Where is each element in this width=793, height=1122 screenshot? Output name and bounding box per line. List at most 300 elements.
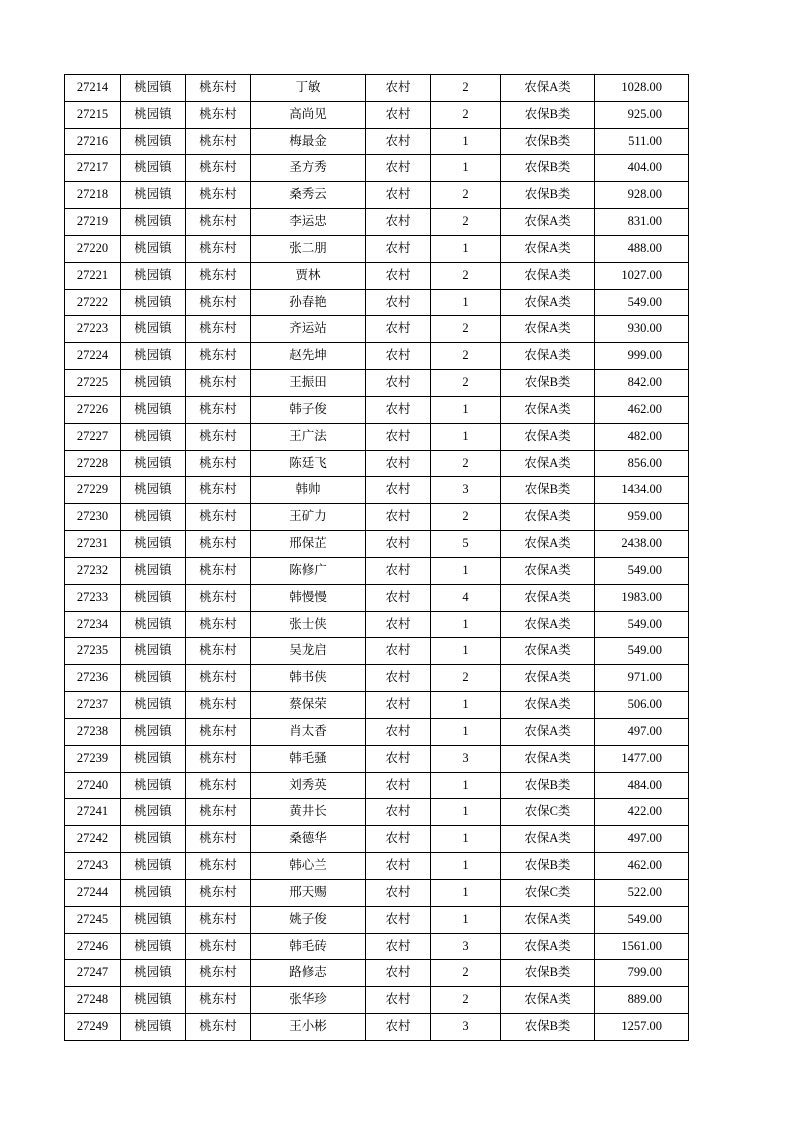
residence-type-cell: 农村: [366, 182, 431, 209]
village-cell: 桃东村: [186, 960, 251, 987]
amount-cell: 1561.00: [595, 933, 689, 960]
insurance-category-cell: 农保B类: [501, 155, 595, 182]
person-count-cell: 1: [431, 853, 501, 880]
person-name-cell: 韩毛砖: [251, 933, 366, 960]
table-row: [65, 209, 689, 236]
record-id-cell: 27225: [65, 370, 121, 397]
residence-type-cell: 农村: [366, 826, 431, 853]
amount-cell: 511.00: [595, 128, 689, 155]
village-cell: 桃东村: [186, 262, 251, 289]
person-name-cell: 桑秀云: [251, 182, 366, 209]
record-id-cell: 27242: [65, 826, 121, 853]
residence-type-cell: 农村: [366, 799, 431, 826]
insurance-category-cell: 农保A类: [501, 933, 595, 960]
table-row: [65, 611, 689, 638]
town-cell: 桃园镇: [121, 531, 186, 558]
town-cell: 桃园镇: [121, 262, 186, 289]
residence-type-cell: 农村: [366, 718, 431, 745]
residence-type-cell: 农村: [366, 289, 431, 316]
insurance-category-cell: 农保B类: [501, 101, 595, 128]
village-cell: 桃东村: [186, 155, 251, 182]
person-count-cell: 2: [431, 960, 501, 987]
village-cell: 桃东村: [186, 316, 251, 343]
person-name-cell: 王振田: [251, 370, 366, 397]
person-name-cell: 高尚见: [251, 101, 366, 128]
person-count-cell: 2: [431, 75, 501, 102]
town-cell: 桃园镇: [121, 745, 186, 772]
town-cell: 桃园镇: [121, 611, 186, 638]
amount-cell: 484.00: [595, 772, 689, 799]
record-id-cell: 27246: [65, 933, 121, 960]
residence-type-cell: 农村: [366, 772, 431, 799]
person-count-cell: 2: [431, 262, 501, 289]
table-row: [65, 262, 689, 289]
residence-type-cell: 农村: [366, 692, 431, 719]
residence-type-cell: 农村: [366, 396, 431, 423]
person-count-cell: 1: [431, 906, 501, 933]
person-name-cell: 张士侠: [251, 611, 366, 638]
town-cell: 桃园镇: [121, 665, 186, 692]
person-name-cell: 韩帅: [251, 477, 366, 504]
person-count-cell: 1: [431, 289, 501, 316]
table-row: [65, 933, 689, 960]
town-cell: 桃园镇: [121, 75, 186, 102]
table-row: [65, 960, 689, 987]
town-cell: 桃园镇: [121, 1013, 186, 1040]
table-row: [65, 906, 689, 933]
town-cell: 桃园镇: [121, 396, 186, 423]
person-name-cell: 张华珍: [251, 987, 366, 1014]
amount-cell: 928.00: [595, 182, 689, 209]
person-name-cell: 王广法: [251, 423, 366, 450]
residence-type-cell: 农村: [366, 853, 431, 880]
insurance-category-cell: 农保A类: [501, 343, 595, 370]
table-row: [65, 692, 689, 719]
person-count-cell: 2: [431, 665, 501, 692]
residence-type-cell: 农村: [366, 423, 431, 450]
town-cell: 桃园镇: [121, 289, 186, 316]
town-cell: 桃园镇: [121, 155, 186, 182]
village-cell: 桃东村: [186, 182, 251, 209]
amount-cell: 497.00: [595, 718, 689, 745]
person-name-cell: 吴龙启: [251, 638, 366, 665]
person-name-cell: 黄井长: [251, 799, 366, 826]
town-cell: 桃园镇: [121, 101, 186, 128]
person-name-cell: 圣方秀: [251, 155, 366, 182]
person-name-cell: 刘秀英: [251, 772, 366, 799]
person-name-cell: 张二朋: [251, 235, 366, 262]
amount-cell: 506.00: [595, 692, 689, 719]
table-row: [65, 477, 689, 504]
person-name-cell: 邢保芷: [251, 531, 366, 558]
residence-type-cell: 农村: [366, 450, 431, 477]
record-id-cell: 27226: [65, 396, 121, 423]
record-id-cell: 27234: [65, 611, 121, 638]
person-name-cell: 陈廷飞: [251, 450, 366, 477]
amount-cell: 842.00: [595, 370, 689, 397]
record-id-cell: 27232: [65, 557, 121, 584]
person-count-cell: 1: [431, 826, 501, 853]
table-row: [65, 987, 689, 1014]
person-name-cell: 梅最金: [251, 128, 366, 155]
residence-type-cell: 农村: [366, 745, 431, 772]
person-name-cell: 王矿力: [251, 504, 366, 531]
person-count-cell: 1: [431, 235, 501, 262]
residence-type-cell: 农村: [366, 611, 431, 638]
table-row: [65, 1013, 689, 1040]
person-count-cell: 1: [431, 155, 501, 182]
amount-cell: 497.00: [595, 826, 689, 853]
table-row: [65, 182, 689, 209]
record-id-cell: 27239: [65, 745, 121, 772]
residence-type-cell: 农村: [366, 209, 431, 236]
table-row: [65, 101, 689, 128]
village-cell: 桃东村: [186, 531, 251, 558]
record-id-cell: 27216: [65, 128, 121, 155]
amount-cell: 1983.00: [595, 584, 689, 611]
person-count-cell: 1: [431, 611, 501, 638]
insurance-category-cell: 农保C类: [501, 799, 595, 826]
town-cell: 桃园镇: [121, 450, 186, 477]
residence-type-cell: 农村: [366, 477, 431, 504]
table-row: [65, 584, 689, 611]
residence-type-cell: 农村: [366, 101, 431, 128]
record-id-cell: 27221: [65, 262, 121, 289]
town-cell: 桃园镇: [121, 557, 186, 584]
village-cell: 桃东村: [186, 611, 251, 638]
village-cell: 桃东村: [186, 879, 251, 906]
town-cell: 桃园镇: [121, 879, 186, 906]
amount-cell: 1027.00: [595, 262, 689, 289]
person-name-cell: 韩心兰: [251, 853, 366, 880]
record-id-cell: 27241: [65, 799, 121, 826]
person-name-cell: 韩子俊: [251, 396, 366, 423]
record-id-cell: 27249: [65, 1013, 121, 1040]
person-name-cell: 贾林: [251, 262, 366, 289]
village-cell: 桃东村: [186, 745, 251, 772]
residence-type-cell: 农村: [366, 1013, 431, 1040]
residence-type-cell: 农村: [366, 262, 431, 289]
insurance-category-cell: 农保A类: [501, 316, 595, 343]
record-id-cell: 27230: [65, 504, 121, 531]
town-cell: 桃园镇: [121, 692, 186, 719]
table-row: [65, 235, 689, 262]
town-cell: 桃园镇: [121, 906, 186, 933]
insurance-category-cell: 农保B类: [501, 128, 595, 155]
table-row: [65, 423, 689, 450]
person-count-cell: 3: [431, 1013, 501, 1040]
insurance-category-cell: 农保B类: [501, 960, 595, 987]
amount-cell: 856.00: [595, 450, 689, 477]
person-count-cell: 2: [431, 316, 501, 343]
residence-type-cell: 农村: [366, 638, 431, 665]
amount-cell: 2438.00: [595, 531, 689, 558]
table-row: [65, 370, 689, 397]
table-row: [65, 718, 689, 745]
town-cell: 桃园镇: [121, 584, 186, 611]
amount-cell: 404.00: [595, 155, 689, 182]
insurance-category-cell: 农保A类: [501, 987, 595, 1014]
amount-cell: 549.00: [595, 906, 689, 933]
insurance-category-cell: 农保A类: [501, 289, 595, 316]
village-cell: 桃东村: [186, 853, 251, 880]
insurance-category-cell: 农保A类: [501, 557, 595, 584]
town-cell: 桃园镇: [121, 960, 186, 987]
record-id-cell: 27222: [65, 289, 121, 316]
village-cell: 桃东村: [186, 370, 251, 397]
person-count-cell: 1: [431, 692, 501, 719]
village-cell: 桃东村: [186, 665, 251, 692]
person-name-cell: 韩毛骚: [251, 745, 366, 772]
village-cell: 桃东村: [186, 235, 251, 262]
insurance-category-cell: 农保B类: [501, 853, 595, 880]
village-cell: 桃东村: [186, 906, 251, 933]
record-id-cell: 27231: [65, 531, 121, 558]
insurance-category-cell: 农保A类: [501, 718, 595, 745]
person-name-cell: 肖太香: [251, 718, 366, 745]
amount-cell: 930.00: [595, 316, 689, 343]
insurance-category-cell: 农保A类: [501, 262, 595, 289]
amount-cell: 889.00: [595, 987, 689, 1014]
residence-type-cell: 农村: [366, 531, 431, 558]
amount-cell: 1434.00: [595, 477, 689, 504]
record-id-cell: 27240: [65, 772, 121, 799]
amount-cell: 1477.00: [595, 745, 689, 772]
person-count-cell: 1: [431, 718, 501, 745]
insurance-category-cell: 农保A类: [501, 450, 595, 477]
table-row: [65, 128, 689, 155]
residence-type-cell: 农村: [366, 933, 431, 960]
table-row: [65, 504, 689, 531]
record-id-cell: 27235: [65, 638, 121, 665]
person-count-cell: 2: [431, 987, 501, 1014]
amount-cell: 522.00: [595, 879, 689, 906]
residence-type-cell: 农村: [366, 155, 431, 182]
record-id-cell: 27247: [65, 960, 121, 987]
person-count-cell: 1: [431, 128, 501, 155]
insurance-category-cell: 农保A类: [501, 906, 595, 933]
person-name-cell: 王小彬: [251, 1013, 366, 1040]
table-row: [65, 343, 689, 370]
person-count-cell: 2: [431, 343, 501, 370]
residence-type-cell: 农村: [366, 906, 431, 933]
insurance-category-cell: 农保B类: [501, 477, 595, 504]
record-id-cell: 27215: [65, 101, 121, 128]
person-count-cell: 3: [431, 933, 501, 960]
record-id-cell: 27237: [65, 692, 121, 719]
person-name-cell: 桑德华: [251, 826, 366, 853]
village-cell: 桃东村: [186, 772, 251, 799]
person-name-cell: 邢天赐: [251, 879, 366, 906]
town-cell: 桃园镇: [121, 933, 186, 960]
amount-cell: 549.00: [595, 289, 689, 316]
town-cell: 桃园镇: [121, 638, 186, 665]
table-row: [65, 879, 689, 906]
insurance-category-cell: 农保B类: [501, 772, 595, 799]
person-name-cell: 丁敏: [251, 75, 366, 102]
record-id-cell: 27217: [65, 155, 121, 182]
table-row: [65, 75, 689, 102]
table-row: [65, 396, 689, 423]
record-id-cell: 27244: [65, 879, 121, 906]
person-name-cell: 陈修广: [251, 557, 366, 584]
amount-cell: 831.00: [595, 209, 689, 236]
table-row: [65, 665, 689, 692]
table-row: [65, 450, 689, 477]
insurance-category-cell: 农保A类: [501, 611, 595, 638]
residence-type-cell: 农村: [366, 665, 431, 692]
residence-type-cell: 农村: [366, 584, 431, 611]
village-cell: 桃东村: [186, 557, 251, 584]
person-name-cell: 姚子俊: [251, 906, 366, 933]
record-id-cell: 27233: [65, 584, 121, 611]
town-cell: 桃园镇: [121, 370, 186, 397]
town-cell: 桃园镇: [121, 128, 186, 155]
residence-type-cell: 农村: [366, 343, 431, 370]
person-count-cell: 5: [431, 531, 501, 558]
record-id-cell: 27238: [65, 718, 121, 745]
record-id-cell: 27223: [65, 316, 121, 343]
village-cell: 桃东村: [186, 75, 251, 102]
record-id-cell: 27219: [65, 209, 121, 236]
insurance-category-cell: 农保A类: [501, 209, 595, 236]
amount-cell: 999.00: [595, 343, 689, 370]
table-row: [65, 316, 689, 343]
residence-type-cell: 农村: [366, 960, 431, 987]
village-cell: 桃东村: [186, 289, 251, 316]
insurance-category-cell: 农保A类: [501, 638, 595, 665]
town-cell: 桃园镇: [121, 799, 186, 826]
table-row: [65, 557, 689, 584]
residence-type-cell: 农村: [366, 504, 431, 531]
amount-cell: 1028.00: [595, 75, 689, 102]
person-name-cell: 蔡保荣: [251, 692, 366, 719]
person-count-cell: 4: [431, 584, 501, 611]
village-cell: 桃东村: [186, 477, 251, 504]
village-cell: 桃东村: [186, 638, 251, 665]
record-id-cell: 27220: [65, 235, 121, 262]
table-row: [65, 531, 689, 558]
town-cell: 桃园镇: [121, 826, 186, 853]
amount-cell: 549.00: [595, 611, 689, 638]
insurance-category-cell: 农保B类: [501, 370, 595, 397]
amount-cell: 799.00: [595, 960, 689, 987]
town-cell: 桃园镇: [121, 423, 186, 450]
village-cell: 桃东村: [186, 692, 251, 719]
person-count-cell: 1: [431, 879, 501, 906]
person-name-cell: 赵先坤: [251, 343, 366, 370]
table-row: [65, 638, 689, 665]
amount-cell: 1257.00: [595, 1013, 689, 1040]
town-cell: 桃园镇: [121, 209, 186, 236]
residence-type-cell: 农村: [366, 557, 431, 584]
record-id-cell: 27229: [65, 477, 121, 504]
insurance-category-cell: 农保B类: [501, 1013, 595, 1040]
table-row: [65, 155, 689, 182]
insurance-category-cell: 农保A类: [501, 826, 595, 853]
table-body: [65, 75, 689, 1041]
town-cell: 桃园镇: [121, 235, 186, 262]
person-count-cell: 2: [431, 182, 501, 209]
village-cell: 桃东村: [186, 584, 251, 611]
village-cell: 桃东村: [186, 799, 251, 826]
amount-cell: 488.00: [595, 235, 689, 262]
amount-cell: 462.00: [595, 853, 689, 880]
town-cell: 桃园镇: [121, 477, 186, 504]
town-cell: 桃园镇: [121, 343, 186, 370]
amount-cell: 971.00: [595, 665, 689, 692]
town-cell: 桃园镇: [121, 504, 186, 531]
insurance-category-cell: 农保A类: [501, 531, 595, 558]
village-cell: 桃东村: [186, 504, 251, 531]
village-cell: 桃东村: [186, 343, 251, 370]
person-count-cell: 1: [431, 638, 501, 665]
village-cell: 桃东村: [186, 396, 251, 423]
record-id-cell: 27243: [65, 853, 121, 880]
town-cell: 桃园镇: [121, 718, 186, 745]
amount-cell: 925.00: [595, 101, 689, 128]
amount-cell: 549.00: [595, 557, 689, 584]
village-cell: 桃东村: [186, 933, 251, 960]
residence-type-cell: 农村: [366, 370, 431, 397]
village-cell: 桃东村: [186, 1013, 251, 1040]
table-row: [65, 799, 689, 826]
town-cell: 桃园镇: [121, 772, 186, 799]
insurance-category-cell: 农保C类: [501, 879, 595, 906]
insurance-category-cell: 农保A类: [501, 423, 595, 450]
record-id-cell: 27248: [65, 987, 121, 1014]
record-id-cell: 27228: [65, 450, 121, 477]
person-name-cell: 韩书侠: [251, 665, 366, 692]
insurance-category-cell: 农保A类: [501, 692, 595, 719]
residence-type-cell: 农村: [366, 128, 431, 155]
person-count-cell: 1: [431, 772, 501, 799]
insurance-category-cell: 农保A类: [501, 584, 595, 611]
person-name-cell: 齐运站: [251, 316, 366, 343]
person-count-cell: 1: [431, 799, 501, 826]
village-cell: 桃东村: [186, 987, 251, 1014]
person-name-cell: 韩慢慢: [251, 584, 366, 611]
person-name-cell: 李运忠: [251, 209, 366, 236]
person-count-cell: 2: [431, 209, 501, 236]
record-id-cell: 27214: [65, 75, 121, 102]
insurance-category-cell: 农保A类: [501, 745, 595, 772]
amount-cell: 482.00: [595, 423, 689, 450]
person-count-cell: 3: [431, 745, 501, 772]
town-cell: 桃园镇: [121, 853, 186, 880]
town-cell: 桃园镇: [121, 182, 186, 209]
person-count-cell: 1: [431, 396, 501, 423]
town-cell: 桃园镇: [121, 987, 186, 1014]
insurance-category-cell: 农保B类: [501, 182, 595, 209]
village-cell: 桃东村: [186, 128, 251, 155]
person-count-cell: 2: [431, 370, 501, 397]
person-name-cell: 路修志: [251, 960, 366, 987]
person-count-cell: 1: [431, 423, 501, 450]
table-row: [65, 745, 689, 772]
town-cell: 桃园镇: [121, 316, 186, 343]
person-count-cell: 3: [431, 477, 501, 504]
village-cell: 桃东村: [186, 450, 251, 477]
record-id-cell: 27236: [65, 665, 121, 692]
residence-type-cell: 农村: [366, 75, 431, 102]
table-row: [65, 289, 689, 316]
village-cell: 桃东村: [186, 718, 251, 745]
amount-cell: 462.00: [595, 396, 689, 423]
person-name-cell: 孙春艳: [251, 289, 366, 316]
record-id-cell: 27245: [65, 906, 121, 933]
table-row: [65, 826, 689, 853]
